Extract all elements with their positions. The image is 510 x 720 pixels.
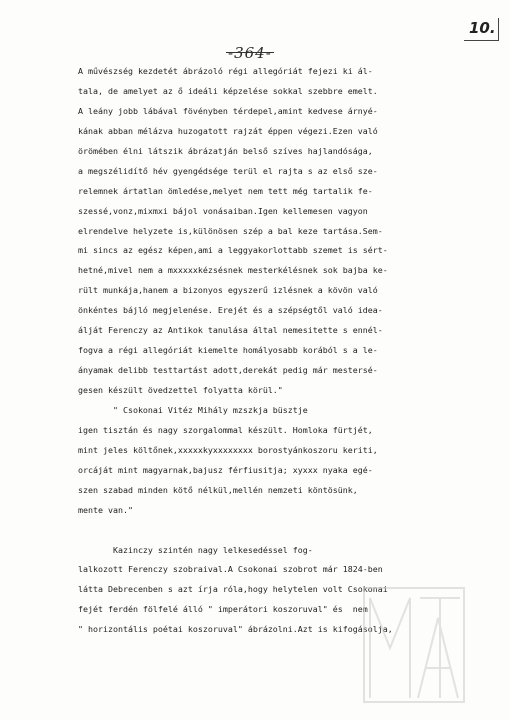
text-line: " horizontális poétai koszoruval" ábrázolni.Azt is kifogásolja, — [78, 624, 393, 635]
text-line: relemnek ártatlan ömledése,melyet nem tett még tartalik fe- — [78, 185, 373, 196]
text-line: A leány jobb lábával fövényben térdepel,amint kedvese árnyé- — [78, 105, 378, 116]
text-line: örömében élni látszik ábrázatján belső szíves hajlandósága, — [78, 145, 373, 156]
text-line: rült munkája,hanem a bizonyos egyszerű izlésnek a kövön való — [78, 285, 378, 296]
text-line: önkéntes bájló megjelenése. Erejét és a szépségtől való idea- — [78, 305, 383, 316]
text-line: szen szabad minden kötő nélkül,mellén nemzeti köntösünk, — [78, 484, 358, 495]
text-line: A művészség kezdetét ábrázoló régi allegóriát fejezi ki ál- — [78, 66, 373, 76]
text-line: álját Ferenczy az Antikok tanulása által nemesitette s ennél- — [78, 325, 383, 336]
library-watermark-logo — [360, 558, 470, 708]
text-line: " Csokonai Vitéz Mihály mzszkja büsztje — [78, 404, 308, 415]
page-number: -364- — [228, 44, 272, 62]
text-line: fejét ferdén fölfelé álló " imperátori koszoruval" és nem — [78, 604, 368, 615]
text-line: mente van." — [78, 504, 133, 515]
text-line: ányamak delibb testtartást adott,derekát pedig már mestersé- — [78, 365, 378, 376]
text-line: szessé,vonz,mixmxi bájol vonásaiban.Igen kellemesen vagyon — [78, 205, 368, 216]
text-line: mi sincs az egész képen,ami a leggyakorlottabb szemet is sért- — [78, 245, 388, 256]
text-line: hetné,mivel nem a mxxxxxkézsésnek mesterkélésnek sok bajba ke- — [78, 265, 388, 276]
text-line: Kazinczy szintén nagy lelkesedéssel fog- — [78, 544, 313, 555]
text-line: gesen készült övedzettel folyatta körül." — [78, 385, 283, 395]
text-line: mint jeles költőnek,xxxxxkyxxxxxxxx borostyánkoszoru keriti, — [78, 444, 378, 455]
text-line: lalkozott Ferenczy szobraival.A Csokonai szobrot már 1824-ben — [78, 564, 383, 575]
text-line: a megszélidítő hév gyengédsége terül el rajta s az első sze- — [78, 165, 378, 176]
folio-number: 10. — [469, 19, 496, 37]
text-line: látta Debrecenben s azt írja róla,hogy helytelen volt Csokonai — [78, 584, 388, 595]
text-line: fogva a régi allegóriát kiemelte homályosabb korából s a le- — [78, 345, 378, 356]
text-line: kának abban mélázva huzogatott rajzát éppen végezi.Ezen való — [78, 125, 378, 136]
text-line: igen tisztán és nagy szorgalommal készült. Homloka fürtjét, — [78, 424, 373, 435]
text-line — [78, 521, 498, 541]
text-line: tala, de amelyet az ő ideáli képzelése sokkal szebbre emelt. — [78, 85, 378, 96]
text-line: orcáját mint magyarnak,bajusz férfiusitja; xyxxx nyaka egé- — [78, 464, 373, 475]
typewritten-text-body — [78, 62, 498, 640]
text-line: elrendelve helyzete is,különösen szép a bal keze tartása.Sem- — [78, 225, 383, 236]
